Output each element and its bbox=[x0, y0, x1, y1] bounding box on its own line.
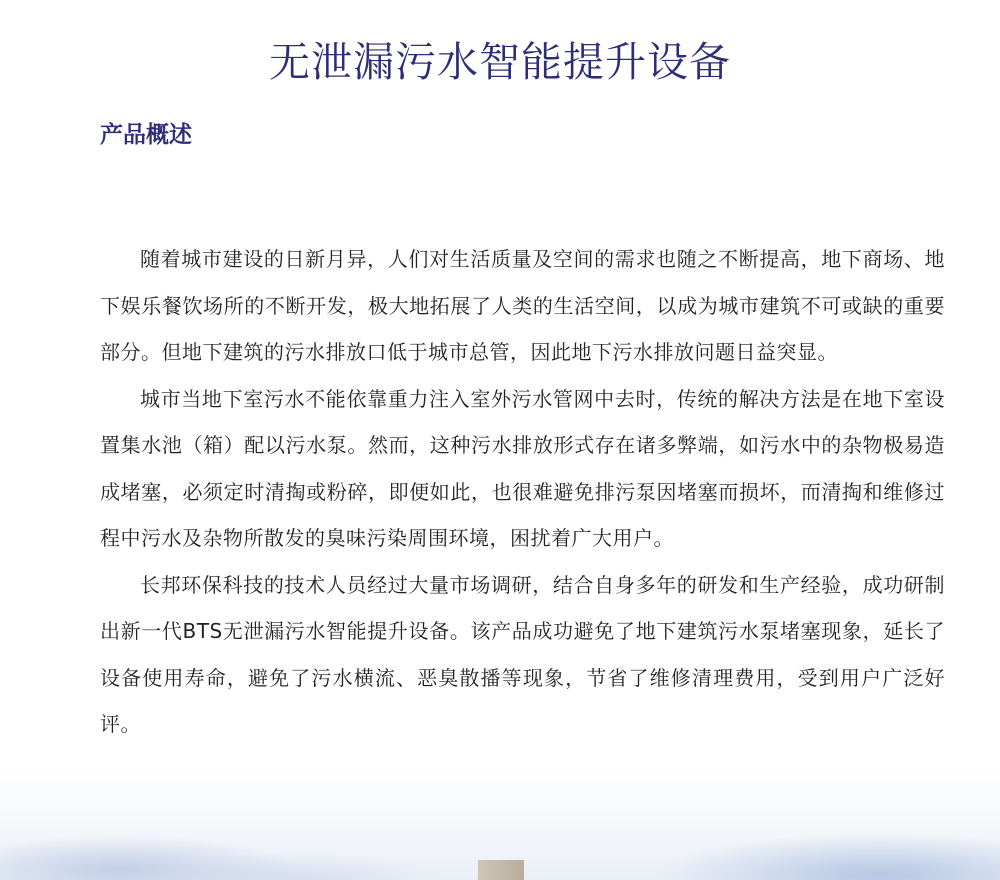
background-building-image bbox=[478, 860, 524, 880]
paragraph-1: 随着城市建设的日新月异，人们对生活质量及空间的需求也随之不断提高，地下商场、地下娱乐餐饮场所的不断开发，极大地拓展了人类的生活空间，以成为城市建筑不可或缺的重要部分。但地下建筑的污水排放口低于城市总管，因此地下污水排放问题日益突显。 bbox=[100, 247, 945, 364]
paragraph-2: 城市当地下室污水不能依靠重力注入室外污水管网中去时，传统的解决方法是在地下室设置集水池（箱）配以污水泵。然而，这种污水排放形式存在诸多弊端，如污水中的杂物极易造成堵塞，必须定时清掏或粉碎，即便如此，也很难避免排污泵因堵塞而损坏，而清掏和维修过程中污水及杂物所散发的臭味污染周围环境，困扰着广大用户。 bbox=[100, 386, 945, 550]
paragraph-3: 长邦环保科技的技术人员经过大量市场调研，结合自身多年的研发和生产经验，成功研制出新一代BTS无泄漏污水智能提升设备。该产品成功避免了地下建筑污水泵堵塞现象，延长了设备使用寿命，避免了污水横流、恶臭散播等现象，节省了维修清理费用，受到用户广泛好评。 bbox=[100, 572, 945, 736]
body-text bbox=[100, 236, 945, 748]
section-heading-overview: 产品概述 bbox=[100, 122, 192, 148]
document-title: 无泄漏污水智能提升设备 bbox=[269, 38, 731, 86]
